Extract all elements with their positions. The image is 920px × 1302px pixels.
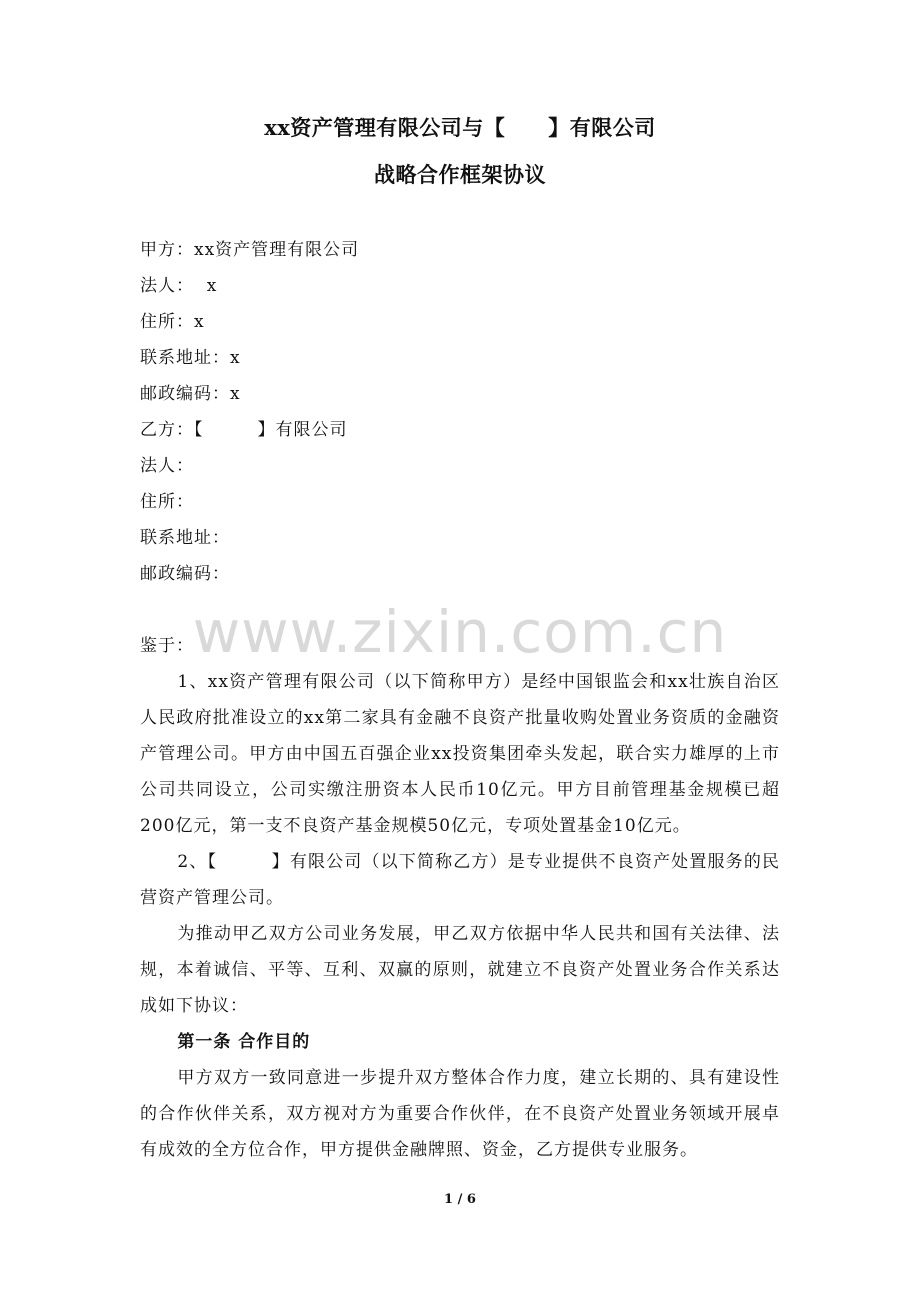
paragraph-1: 1、xx资产管理有限公司（以下简称甲方）是经中国银监会和xx壮族自治区人民政府批准设立的xx第二家具有金融不良资产批量收购处置业务资质的金融资产管理公司。甲方由中国五百强企业xx投资集团牵头发起，联合实力雄厚的上市公司共同设立，公司实缴注册资本人民币10亿元。甲方目前管理基金规模已超200亿元，第一支不良资产基金规模50亿元，专项处置基金10亿元。	[140, 672, 780, 836]
party-b-address: 住所：	[140, 492, 194, 512]
party-a-contact: 联系地址：x	[140, 348, 241, 368]
party-b-postcode: 邮政编码：	[140, 564, 230, 584]
document-title: xx资产管理有限公司与【 】有限公司	[264, 115, 656, 140]
article-1-heading: 第一条 合作目的	[177, 1032, 311, 1052]
page-number: 1 / 6	[444, 1192, 476, 1207]
party-a-name: 甲方：xx资产管理有限公司	[140, 240, 360, 260]
party-b-name: 乙方：【 】有限公司	[140, 420, 348, 440]
article-1-text: 甲方双方一致同意进一步提升双方整体合作力度，建立长期的、具有建设性的合作伙伴关系，双方视对方为重要合作伙伴，在不良资产处置业务领域开展卓有成效的全方位合作，甲方提供金融牌照、资金，乙方提供专业服务。	[140, 1068, 780, 1160]
watermark: www.zixin.com.cn	[192, 598, 728, 666]
paragraph-3: 为推动甲乙双方公司业务发展，甲乙双方依据中华人民共和国有关法律、法规，本着诚信、平等、互利、双赢的原则，就建立不良资产处置业务合作关系达成如下协议：	[140, 924, 780, 1016]
party-a-legal: 法人： x	[140, 276, 218, 296]
document-subtitle: 战略合作框架协议	[374, 162, 546, 187]
paragraph-2: 2、【 】有限公司（以下简称乙方）是专业提供不良资产处置服务的民营资产管理公司。	[140, 852, 780, 908]
document-body	[140, 628, 780, 1168]
party-b-contact: 联系地址：	[140, 528, 230, 548]
whereas-label: 鉴于：	[140, 636, 194, 656]
party-b-legal: 法人：	[140, 456, 194, 476]
parties-block	[140, 232, 359, 592]
party-a-postcode: 邮政编码：x	[140, 384, 241, 404]
party-a-address: 住所：x	[140, 312, 205, 332]
